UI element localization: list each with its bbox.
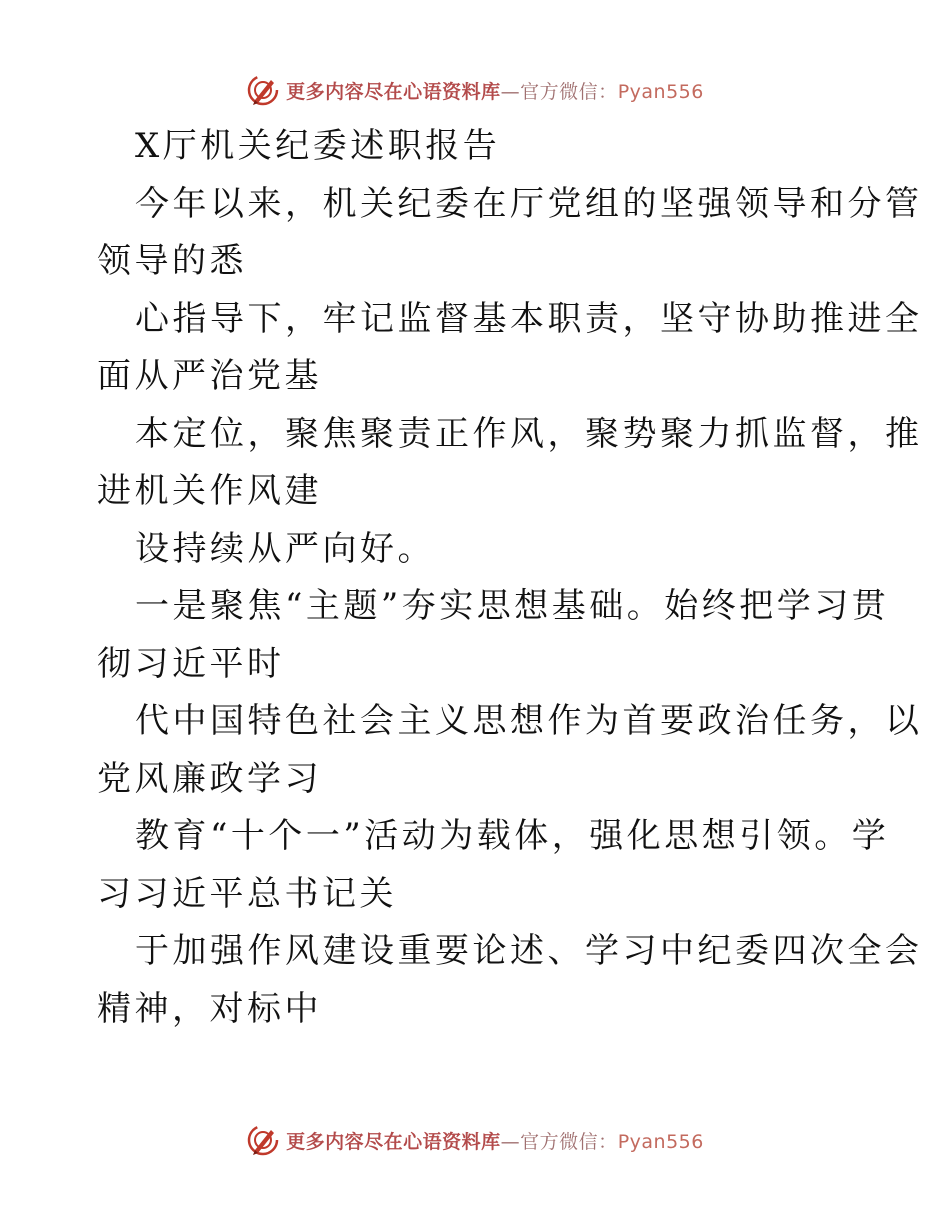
text-line: 进机关作风建	[97, 471, 322, 511]
banner-dash: —	[500, 1130, 521, 1153]
text-line: 领导的悉	[97, 241, 247, 281]
text-line: 习习近平总书记关	[97, 873, 397, 914]
text-line: 教育“十个一”活动为载体，强化思想引领。学	[135, 816, 890, 856]
text-line: 于加强作风建设重要论述、学习中纪委四次全会	[135, 931, 923, 971]
footer-banner	[0, 1120, 950, 1160]
text-line: 设持续从严向好。	[135, 528, 435, 569]
wechat-id: Pyan556	[617, 1130, 704, 1153]
library-name: 更多内容尽在心语资料库	[286, 1130, 501, 1153]
text-line: 精神，对标中	[97, 988, 322, 1029]
text-line: 心指导下，牢记监督基本职责，坚守协助推进全	[135, 298, 923, 339]
text-line: 今年以来，机关纪委在厅党组的坚强领导和分管	[135, 183, 923, 224]
banner-text	[286, 77, 704, 104]
document-body	[97, 118, 923, 1038]
pen-swirl-logo-icon	[246, 1123, 280, 1157]
wechat-label: 官方微信：	[520, 80, 618, 103]
pen-swirl-logo-icon	[246, 73, 280, 107]
wechat-label: 官方微信：	[520, 1130, 618, 1153]
library-name: 更多内容尽在心语资料库	[286, 80, 501, 103]
text-line: 本定位，聚焦聚责正作风，聚势聚力抓监督，推	[135, 413, 923, 454]
banner-dash: —	[500, 80, 521, 103]
document-title: X厅机关纪委述职报告	[135, 126, 501, 166]
wechat-id: Pyan556	[617, 80, 704, 103]
banner-text	[286, 1127, 704, 1154]
text-line: 一是聚焦“主题”夯实思想基础。始终把学习贯	[135, 586, 890, 626]
header-banner	[0, 70, 950, 110]
text-line: 彻习近平时	[97, 643, 285, 684]
text-line: 党风廉政学习	[97, 758, 322, 799]
text-line: 代中国特色社会主义思想作为首要政治任务，以	[135, 701, 923, 741]
text-line: 面从严治党基	[97, 356, 322, 396]
